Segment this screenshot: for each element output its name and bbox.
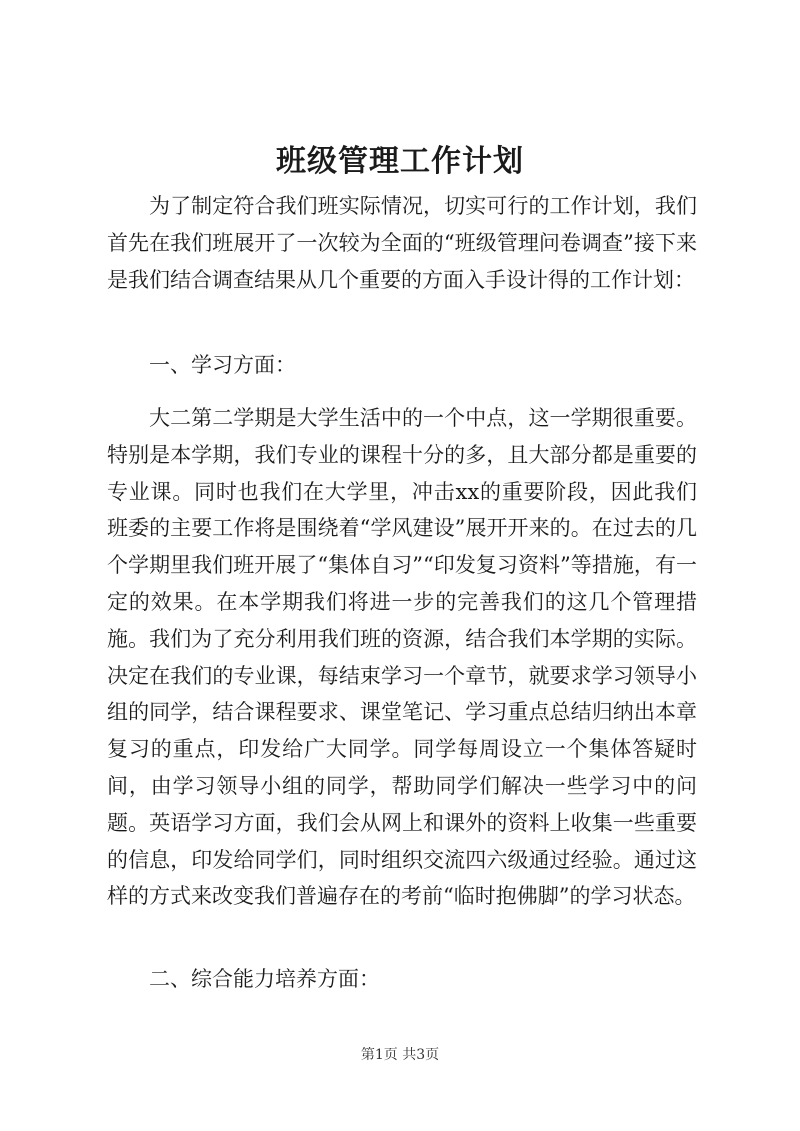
intro-paragraph: 为了制定符合我们班实际情况，切实可行的工作计划，我们首先在我们班展开了一次较为全面的“班级管理问卷调查”接下来是我们结合调查结果从几个重要的方面入手设计得的工作计划： [107,194,697,292]
page-footer: 第1页 共3页 [360,1047,440,1063]
study-paragraph: 大二第二学期是大学生活中的一个中点，这一学期很重要。特别是本学期，我们专业的课程十分的多，且大部分都是重要的专业课。同时也我们在大学里，冲击xx的重要阶段，因此我们班委的主要工作将是围绕着“学风建设”展开开来的。在过去的几个学期里我们班开展了“集体自习”“印发复习资料”等措施，有一定的效果。在本学期我们将进一步的完善我们的这几个管理措施。我们为了充分利用我们班的资源，结合我们本学期的实际。决定在我们的专业课，每结束学习一个章节，就要求学习领导小组的同学，结合课程要求、课堂笔记、学习重点总结归纳出本章复习的重点，印发给广大同学。同学每周设立一个集体答疑时间，由学习领导小组的同学，帮助同学们解决一些学习中的问题。英语学习方面，我们会从网上和课外的资料上收集一些重要的信息，印发给同学们，同时组织交流四六级通过经验。通过这样的方式来改变我们普遍存在的考前“临时抱佛脚”的学习状态。 [107,406,697,909]
page-title: 班级管理工作计划 [276,144,524,179]
section-heading-ability: 二、综合能力培养方面： [149,967,380,991]
section-heading-study: 一、学习方面： [149,353,296,377]
